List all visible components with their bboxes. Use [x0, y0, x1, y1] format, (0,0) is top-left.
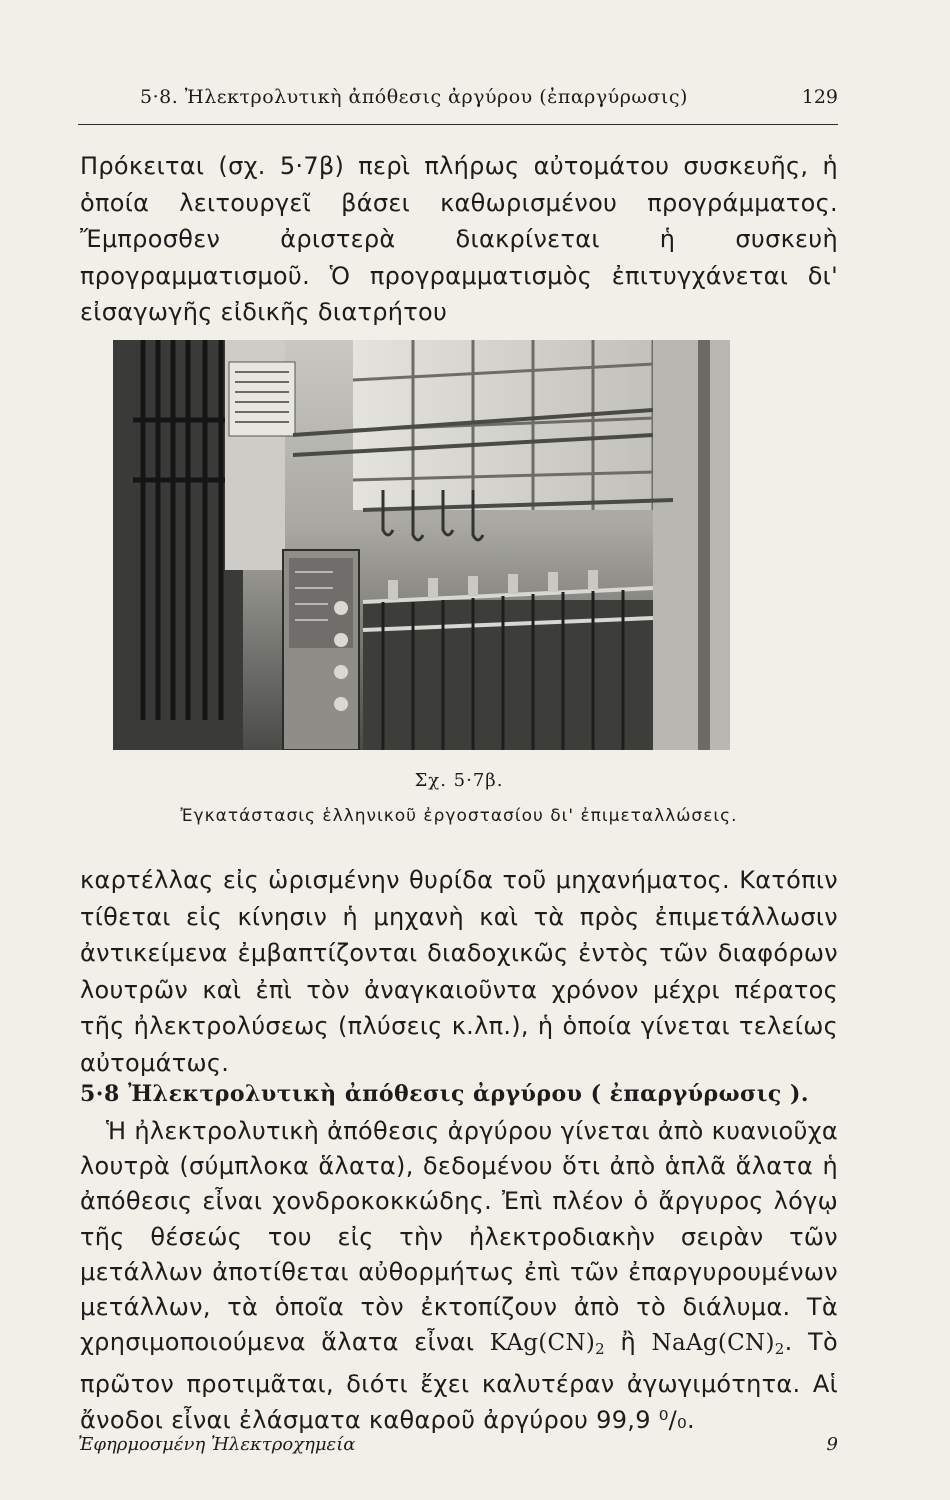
right-pillar: [653, 340, 730, 750]
figure-caption-text: Ἐγκατάστασις ἑλληνικοῦ ἐργοστασίου δι' ἐπιμεταλλώσεις.: [180, 806, 738, 826]
formula-naag-cn2: [651, 1330, 785, 1359]
header-rule: [78, 124, 838, 125]
paragraph-2: καρτέλλας εἰς ὡρισμένην θυρίδα τοῦ μηχανήματος. Κατόπιν τίθεται εἰς κίνησιν ἡ μηχανὴ καὶ τὰ πρὸς ἐπιμετάλλωσιν ἀντικείμενα ἐμβαπτίζονται διαδοχικῶς ἐντὸς τῶν διαφόρων λουτρῶν καὶ ἐπὶ τὸν ἀναγκαιοῦντα χρόνον μέχρι πέρατος τῆς ἠλεκτρολύσεως (πλύσεις κ.λπ.), ἡ ὁποία γίνεται τελείως αὐτομάτως.: [80, 866, 838, 1077]
page-header: [78, 86, 838, 116]
formula-connector: ἢ: [620, 1328, 636, 1357]
programming-device: [283, 550, 359, 750]
formula-2-subscript: 2: [774, 1340, 785, 1359]
page-number: 129: [801, 86, 838, 108]
formula-2-body: NaAg(CN): [651, 1330, 775, 1357]
footer-book-title: Ἐφηρμοσμένη Ἠλεκτροχημεία: [78, 1434, 356, 1455]
paragraph-3-ending: . Τὸ πρῶτον προτιμᾶται, διότι ἔχει καλυτέραν ἀγωγιμότητα. Αἱ ἄνοδοι εἶναι ἐλάσματα καθαροῦ ἀργύρου 99,9 ⁰/₀.: [80, 1328, 838, 1434]
wall-sign: [229, 362, 295, 436]
formula-1-body: KAg(CN): [489, 1330, 596, 1357]
page-footer: [78, 1434, 838, 1462]
running-head: 5·8. Ἠλεκτρολυτικὴ ἀπόθεσις ἀργύρου (ἐπαργύρωσις): [140, 86, 688, 108]
section-heading: [80, 1081, 838, 1107]
figure-caption-label: Σχ. 5·7β.: [414, 770, 504, 791]
section-number: 5·8: [80, 1081, 120, 1107]
factory-photo-drawing: [113, 340, 730, 750]
section-title: Ἠλεκτρολυτικὴ ἀπόθεσις ἀργύρου ( ἐπαργύρωσις ).: [127, 1081, 810, 1107]
footer-signature-mark: 9: [826, 1434, 838, 1455]
paragraph-1: Πρόκειται (σχ. 5·7β) περὶ πλήρως αὐτομάτου συσκευῆς, ἡ ὁποία λειτουργεῖ βάσει καθωρισμένου προγράμματος. Ἔμπροσθεν ἀριστερὰ διακρίνεται ἡ συσκευὴ προγραμματισμοῦ. Ὁ προγραμματισμὸς ἐπιτυγχάνεται δι' εἰσαγωγῆς εἰδικῆς διατρήτου: [80, 152, 838, 327]
paragraph-3-text: Ἡ ἠλεκτρολυτικὴ ἀπόθεσις ἀργύρου γίνεται ἀπὸ κυανιοῦχα λουτρὰ (σύμπλοκα ἅλατα), δεδομένου ὅτι ἀπὸ ἁπλᾶ ἅλατα ἡ ἀπόθεσις εἶναι χονδροκοκκώδης. Ἐπὶ πλέον ὁ ἄργυρος λόγῳ τῆς θέσεώς του εἰς τὴν ἠλεκτροδιακὴν σειρὰν τῶν μετάλλων ἀποτίθεται αὐθορμήτως ἐπὶ τῶν ἐπαργυρουμένων μετάλλων, τὰ ὁποῖα τὸν ἐκτοπίζουν ἀπὸ τὸ διάλυμα. Τὰ χρησιμοποιούμενα ἅλατα εἶναι: [80, 1117, 838, 1357]
formula-1-subscript: 2: [595, 1340, 605, 1359]
factory-photograph: [113, 340, 730, 750]
paragraph-3: [80, 1114, 838, 1438]
formula-kag-cn2: [489, 1330, 605, 1359]
